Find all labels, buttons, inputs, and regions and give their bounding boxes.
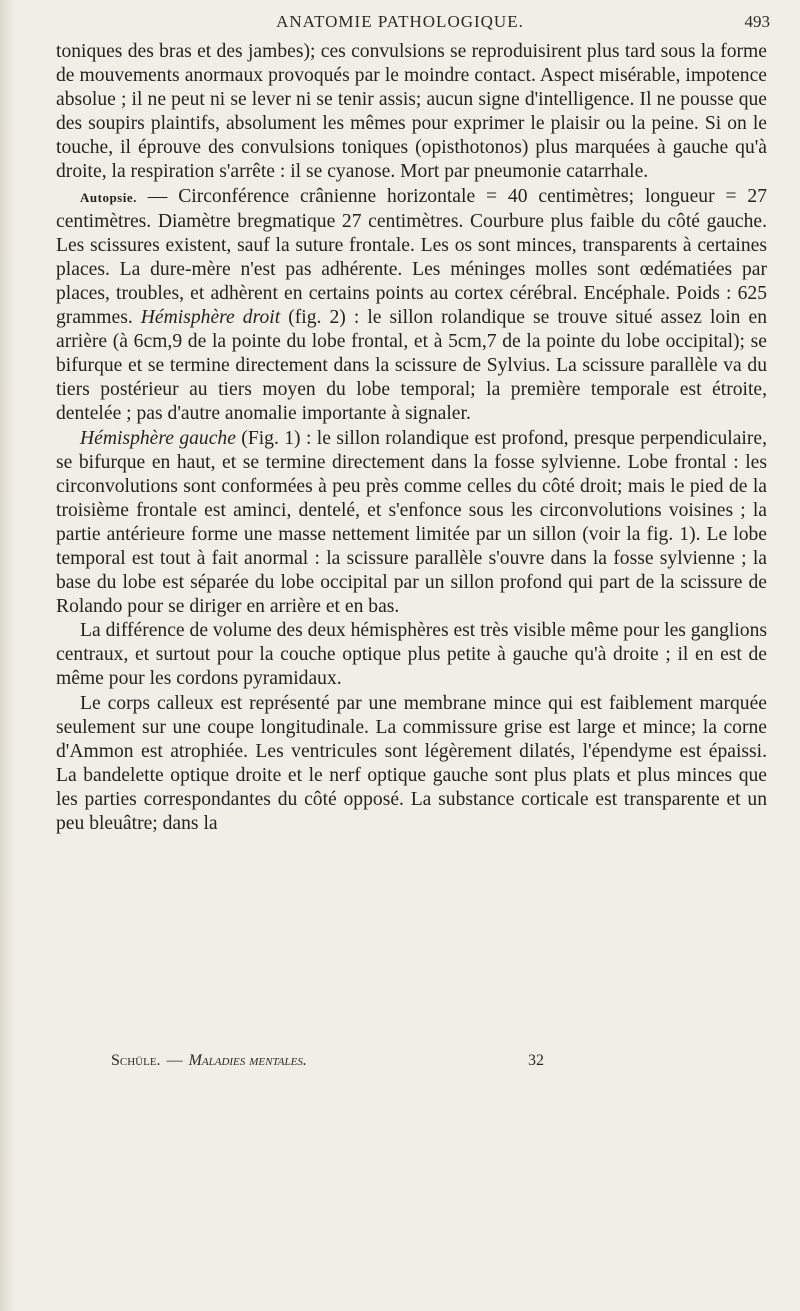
paragraph-autopsy xyxy=(56,185,767,427)
footer-author: Schüle. xyxy=(111,1052,161,1069)
right-hemisphere-heading: Hémisphère droit xyxy=(140,307,281,329)
paragraph-volume-difference: La différence de volume des deux hémisphères est très visible même pour les ganglions centraux, et surtout pour la couche optique plus petite à gauche qu'à droite ; il en est de même pour les cordons pyramidaux. xyxy=(56,620,767,690)
footer-author-line xyxy=(111,1052,307,1070)
running-title: ANATOMIE PATHOLOGIQUE. xyxy=(276,12,524,31)
paragraph-case-history: toniques des bras et des jambes); ces convulsions se reproduisirent plus tard sous la forme de mouvements anormaux provoqués par le moindre contact. Aspect misérable, impotence absolue ; il ne peut ni se lever ni se tenir assis; aucun signe d'intelligence. Il ne pousse que des soupirs plaintifs, absolument les mêmes pour exprimer le plaisir ou la peine. Si on le touche, il éprouve des convulsions toniques (opisthotonos) plus marquées à gauche qu'à droite, la respiration s'arrête : il se cyanose. Mort par pneumonie catarrhale. xyxy=(56,41,767,183)
page-number: 493 xyxy=(744,12,770,31)
running-header xyxy=(0,12,800,38)
paragraph-left-hemisphere xyxy=(56,427,767,620)
signature-mark: 32 xyxy=(528,1052,544,1069)
paragraph-corpus-callosum: Le corps calleux est représenté par une membrane mince qui est faiblement marquée seulement sur une coupe longitudinale. La commissure grise est large et mince; la corne d'Ammon est atrophiée. Les ventricules sont légèrement dilatés, l'épendyme est épaissi. La bandelette optique droite et le nerf optique gauche sont plus plats et plus minces que les parties correspondantes du côté opposé. La substance corticale est transparente et un peu bleuâtre; dans la xyxy=(56,692,767,834)
autopsy-text-b: (fig. 2) : le sillon rolandique se trouve situé assez loin en arrière (à 6cm,9 de la pointe du lobe frontal, et à 5cm,7 de la pointe du lobe occipital); se bifurque et se termine directement dans la scissure de Sylvius. La scissure parallèle va du tiers postérieur au tiers moyen du lobe temporal; la première temporale est étroite, dentelée ; pas d'autre anomalie importante à signaler. xyxy=(56,307,767,425)
footer-separator: — xyxy=(166,1052,183,1069)
autopsy-text-a: — Circonférence crânienne horizontale = 40 centimètres; longueur = 27 centimètres. Diamètre bregmatique 27 centimètres. Courbure plus faible du côté gauche. Les scissures existent, sauf la suture frontale. Les os sont minces, transparents à certaines places. La dure-mère n'est pas adhérente. Les méninges molles sont œdématiées par places, troubles, et adhèrent en certains points au cortex cérébral. Encéphale. Poids : 625 grammes. xyxy=(56,185,767,329)
left-hemisphere-heading: Hémisphère gauche xyxy=(80,427,236,449)
left-hemisphere-text: (Fig. 1) : le sillon rolandique est profond, presque perpendiculaire, se bifurque en haut, et se termine directement dans la fosse sylvienne. Lobe frontal : les circonvolutions sont conformées à peu près comme celles du côté droit; mais le pied de la troisième frontale est aminci, dentelé, et s'enfonce sous les circonvolutions voisines ; la partie antérieure forme une masse nettement limitée par un sillon (voir la fig. 1). Le lobe temporal est tout à fait anormal : la scissure parallèle s'ouvre dans la fosse sylvienne ; la base du lobe est séparée du lobe occipital par un sillon profond qui part de la scissure de Rolando pour se diriger en arrière et en bas. xyxy=(56,427,767,618)
page-footer xyxy=(0,1052,800,1078)
body-text xyxy=(56,40,767,836)
footer-work-title: Maladies mentales. xyxy=(188,1052,307,1069)
page-binding-shadow xyxy=(0,0,14,1311)
autopsy-lead: Autopsie. xyxy=(80,189,137,205)
